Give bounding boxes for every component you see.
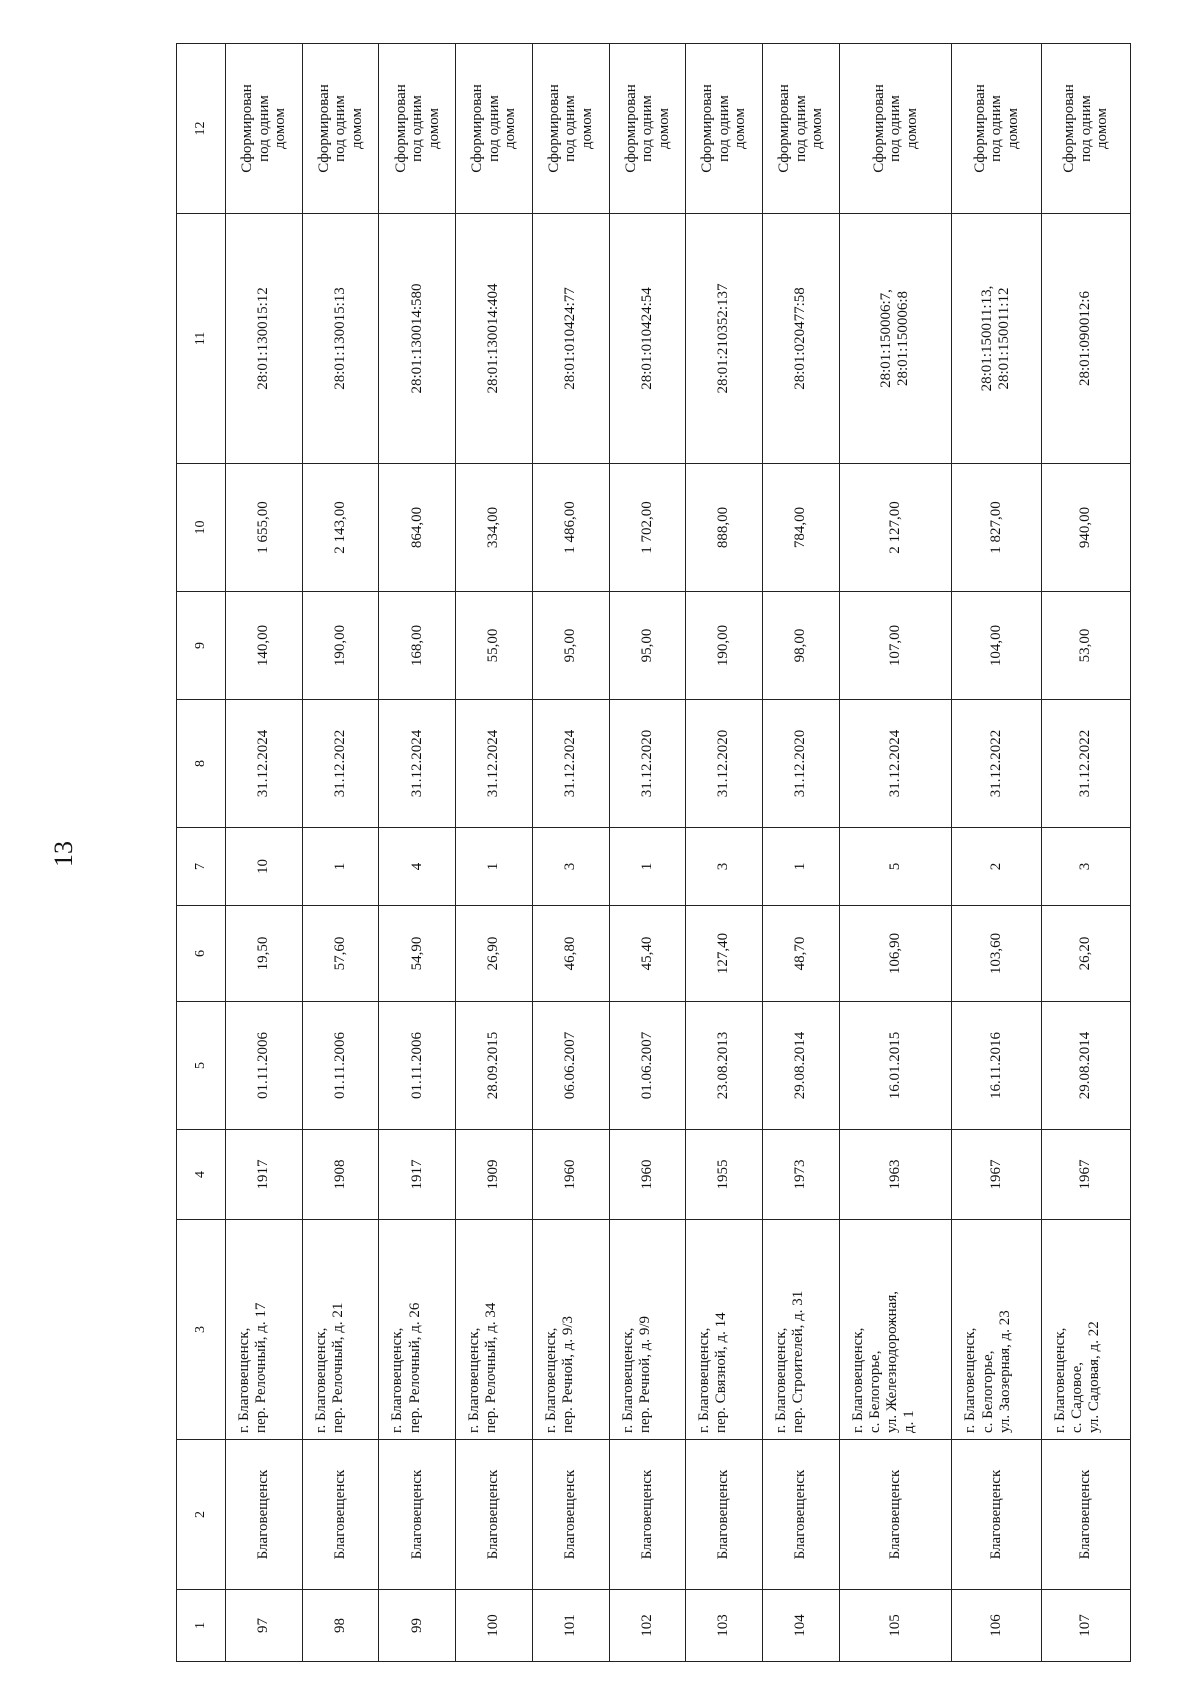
cell-cadastral-number: 28:01:210352:137 [686, 214, 763, 464]
cell-municipality: Благовещенск [302, 1440, 379, 1590]
cell-area: 26,90 [456, 906, 533, 1002]
cell-municipality: Благовещенск [839, 1440, 952, 1590]
cell-address: г. Благовещенск, с. Садовое, ул. Садовая, д. 22 [1041, 1220, 1130, 1440]
cell-land-area-col10: 2 143,00 [302, 464, 379, 592]
registry-table-frame [176, 44, 1131, 1662]
cell-land-area-col9: 95,00 [609, 592, 686, 700]
cell-land-status: Сформирован под одним домом [302, 44, 379, 214]
table-row [302, 44, 379, 1662]
cell-residents: 1 [762, 828, 839, 906]
cell-area: 26,20 [1041, 906, 1130, 1002]
cell-build-year: 1967 [1041, 1130, 1130, 1220]
cell-row-number: 99 [379, 1590, 456, 1662]
cell-row-number: 104 [762, 1590, 839, 1662]
column-header-6: 6 [177, 906, 226, 1002]
cell-municipality: Благовещенск [456, 1440, 533, 1590]
cell-doc-date: 16.01.2015 [839, 1002, 952, 1130]
table-row [609, 44, 686, 1662]
cell-cadastral-number: 28:01:010424:77 [532, 214, 609, 464]
cell-residents: 3 [1041, 828, 1130, 906]
registry-table-body [177, 44, 1131, 1662]
column-header-3: 3 [177, 1220, 226, 1440]
table-row [762, 44, 839, 1662]
cell-land-status: Сформирован под одним домом [839, 44, 952, 214]
cell-land-area-col10: 940,00 [1041, 464, 1130, 592]
cell-land-area-col9: 53,00 [1041, 592, 1130, 700]
page-number: 13 [49, 841, 78, 867]
column-header-5: 5 [177, 1002, 226, 1130]
cell-build-year: 1909 [456, 1130, 533, 1220]
cell-area: 106,90 [839, 906, 952, 1002]
cell-municipality: Благовещенск [1041, 1440, 1130, 1590]
header-row [177, 44, 226, 1662]
cell-row-number: 98 [302, 1590, 379, 1662]
table-row [226, 44, 303, 1662]
cell-build-year: 1967 [952, 1130, 1041, 1220]
cell-row-number: 107 [1041, 1590, 1130, 1662]
cell-residents: 2 [952, 828, 1041, 906]
cell-cadastral-number: 28:01:130015:13 [302, 214, 379, 464]
cell-land-status: Сформирован под одним домом [609, 44, 686, 214]
registry-table [176, 43, 1131, 1662]
table-row [686, 44, 763, 1662]
cell-cadastral-number: 28:01:130014:580 [379, 214, 456, 464]
cell-municipality: Благовещенск [532, 1440, 609, 1590]
table-row [532, 44, 609, 1662]
cell-address: г. Благовещенск, с. Белогорье, ул. Заозерная, д. 23 [952, 1220, 1041, 1440]
cell-address: г. Благовещенск, пер. Речной, д. 9/3 [532, 1220, 609, 1440]
cell-residents: 1 [456, 828, 533, 906]
cell-land-area-col9: 104,00 [952, 592, 1041, 700]
cell-doc-date: 16.11.2016 [952, 1002, 1041, 1130]
cell-doc-date: 23.08.2013 [686, 1002, 763, 1130]
cell-relocation-date: 31.12.2020 [686, 700, 763, 828]
cell-residents: 1 [609, 828, 686, 906]
cell-address: г. Благовещенск, пер. Речной, д. 9/9 [609, 1220, 686, 1440]
cell-land-area-col9: 190,00 [302, 592, 379, 700]
cell-doc-date: 06.06.2007 [532, 1002, 609, 1130]
cell-land-status: Сформирован под одним домом [952, 44, 1041, 214]
cell-doc-date: 01.11.2006 [226, 1002, 303, 1130]
cell-cadastral-number: 28:01:010424:54 [609, 214, 686, 464]
cell-address: г. Благовещенск, пер. Строителей, д. 31 [762, 1220, 839, 1440]
cell-doc-date: 28.09.2015 [456, 1002, 533, 1130]
cell-relocation-date: 31.12.2020 [762, 700, 839, 828]
cell-row-number: 102 [609, 1590, 686, 1662]
cell-build-year: 1917 [226, 1130, 303, 1220]
cell-address: г. Благовещенск, пер. Связной, д. 14 [686, 1220, 763, 1440]
cell-land-status: Сформирован под одним домом [456, 44, 533, 214]
cell-row-number: 100 [456, 1590, 533, 1662]
cell-address: г. Благовещенск, пер. Релочный, д. 34 [456, 1220, 533, 1440]
cell-area: 57,60 [302, 906, 379, 1002]
cell-land-area-col9: 55,00 [456, 592, 533, 700]
cell-area: 45,40 [609, 906, 686, 1002]
cell-build-year: 1917 [379, 1130, 456, 1220]
cell-land-area-col9: 107,00 [839, 592, 952, 700]
cell-doc-date: 29.08.2014 [762, 1002, 839, 1130]
cell-row-number: 97 [226, 1590, 303, 1662]
cell-land-area-col10: 2 127,00 [839, 464, 952, 592]
cell-build-year: 1960 [609, 1130, 686, 1220]
cell-land-area-col10: 864,00 [379, 464, 456, 592]
cell-area: 19,50 [226, 906, 303, 1002]
cell-cadastral-number: 28:01:130015:12 [226, 214, 303, 464]
cell-residents: 3 [532, 828, 609, 906]
column-header-7: 7 [177, 828, 226, 906]
table-row [456, 44, 533, 1662]
cell-land-area-col9: 140,00 [226, 592, 303, 700]
column-header-8: 8 [177, 700, 226, 828]
cell-land-status: Сформирован под одним домом [226, 44, 303, 214]
cell-municipality: Благовещенск [609, 1440, 686, 1590]
column-header-10: 10 [177, 464, 226, 592]
cell-land-area-col10: 888,00 [686, 464, 763, 592]
cell-residents: 3 [686, 828, 763, 906]
cell-residents: 5 [839, 828, 952, 906]
cell-doc-date: 01.06.2007 [609, 1002, 686, 1130]
cell-relocation-date: 31.12.2024 [379, 700, 456, 828]
cell-row-number: 106 [952, 1590, 1041, 1662]
cell-land-area-col9: 190,00 [686, 592, 763, 700]
cell-land-status: Сформирован под одним домом [762, 44, 839, 214]
cell-municipality: Благовещенск [686, 1440, 763, 1590]
cell-residents: 4 [379, 828, 456, 906]
cell-cadastral-number: 28:01:150006:7, 28:01:150006:8 [839, 214, 952, 464]
cell-relocation-date: 31.12.2022 [302, 700, 379, 828]
cell-area: 103,60 [952, 906, 1041, 1002]
cell-land-area-col10: 784,00 [762, 464, 839, 592]
cell-build-year: 1973 [762, 1130, 839, 1220]
cell-relocation-date: 31.12.2024 [532, 700, 609, 828]
cell-row-number: 101 [532, 1590, 609, 1662]
cell-land-area-col10: 1 655,00 [226, 464, 303, 592]
cell-build-year: 1908 [302, 1130, 379, 1220]
cell-relocation-date: 31.12.2024 [839, 700, 952, 828]
cell-land-status: Сформирован под одним домом [379, 44, 456, 214]
cell-doc-date: 01.11.2006 [302, 1002, 379, 1130]
cell-relocation-date: 31.12.2024 [226, 700, 303, 828]
cell-land-area-col10: 1 702,00 [609, 464, 686, 592]
cell-municipality: Благовещенск [379, 1440, 456, 1590]
column-header-4: 4 [177, 1130, 226, 1220]
cell-address: г. Благовещенск, пер. Релочный, д. 26 [379, 1220, 456, 1440]
cell-municipality: Благовещенск [762, 1440, 839, 1590]
cell-cadastral-number: 28:01:020477:58 [762, 214, 839, 464]
cell-row-number: 105 [839, 1590, 952, 1662]
column-header-1: 1 [177, 1590, 226, 1662]
table-row [1041, 44, 1130, 1662]
cell-doc-date: 01.11.2006 [379, 1002, 456, 1130]
cell-cadastral-number: 28:01:130014:404 [456, 214, 533, 464]
column-header-11: 11 [177, 214, 226, 464]
cell-land-area-col10: 334,00 [456, 464, 533, 592]
cell-area: 127,40 [686, 906, 763, 1002]
cell-relocation-date: 31.12.2022 [1041, 700, 1130, 828]
table-row [839, 44, 952, 1662]
cell-cadastral-number: 28:01:150011:13, 28:01:150011:12 [952, 214, 1041, 464]
table-row [379, 44, 456, 1662]
cell-relocation-date: 31.12.2020 [609, 700, 686, 828]
table-row [952, 44, 1041, 1662]
column-header-9: 9 [177, 592, 226, 700]
cell-area: 54,90 [379, 906, 456, 1002]
cell-doc-date: 29.08.2014 [1041, 1002, 1130, 1130]
cell-address: г. Благовещенск, пер. Релочный, д. 21 [302, 1220, 379, 1440]
cell-land-status: Сформирован под одним домом [1041, 44, 1130, 214]
cell-land-area-col9: 168,00 [379, 592, 456, 700]
cell-land-area-col10: 1 827,00 [952, 464, 1041, 592]
column-header-12: 12 [177, 44, 226, 214]
cell-land-area-col9: 95,00 [532, 592, 609, 700]
cell-build-year: 1955 [686, 1130, 763, 1220]
cell-relocation-date: 31.12.2022 [952, 700, 1041, 828]
cell-address: г. Благовещенск, с. Белогорье, ул. Железнодорожная, д. 1 [839, 1220, 952, 1440]
column-header-2: 2 [177, 1440, 226, 1590]
cell-relocation-date: 31.12.2024 [456, 700, 533, 828]
cell-cadastral-number: 28:01:090012:6 [1041, 214, 1130, 464]
cell-land-area-col9: 98,00 [762, 592, 839, 700]
cell-address: г. Благовещенск, пер. Релочный, д. 17 [226, 1220, 303, 1440]
cell-municipality: Благовещенск [226, 1440, 303, 1590]
cell-area: 48,70 [762, 906, 839, 1002]
cell-municipality: Благовещенск [952, 1440, 1041, 1590]
cell-area: 46,80 [532, 906, 609, 1002]
cell-residents: 10 [226, 828, 303, 906]
cell-build-year: 1963 [839, 1130, 952, 1220]
cell-land-area-col10: 1 486,00 [532, 464, 609, 592]
cell-residents: 1 [302, 828, 379, 906]
cell-row-number: 103 [686, 1590, 763, 1662]
cell-land-status: Сформирован под одним домом [686, 44, 763, 214]
cell-build-year: 1960 [532, 1130, 609, 1220]
cell-land-status: Сформирован под одним домом [532, 44, 609, 214]
